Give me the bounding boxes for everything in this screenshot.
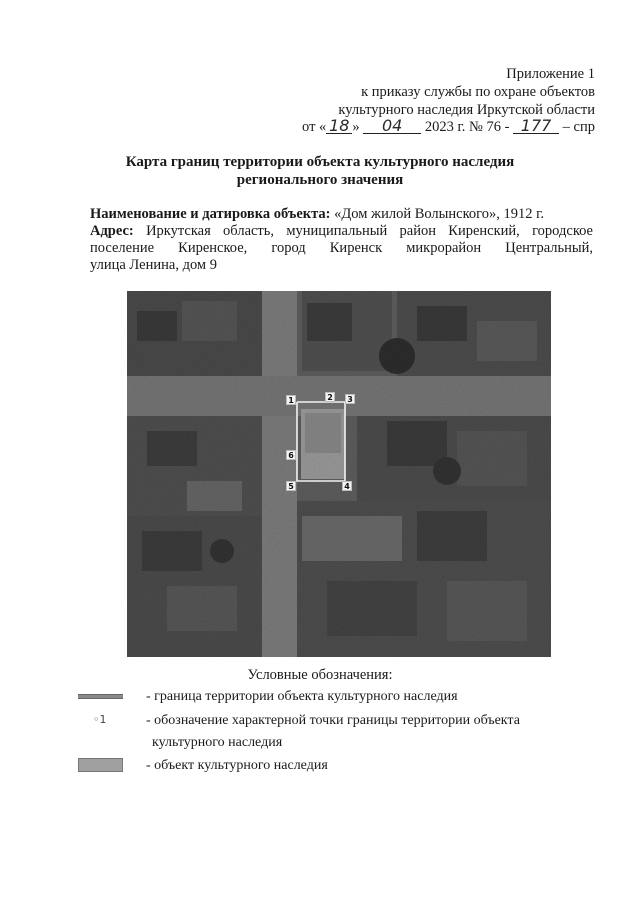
order-reference: к приказу службы по охране объектов <box>361 84 595 100</box>
legend-point-text-cont: культурного наследия <box>152 735 283 750</box>
satellite-map <box>127 291 551 657</box>
legend-object-text: - объект культурного наследия <box>146 758 328 773</box>
date-mid: » <box>352 119 360 135</box>
document-subtitle: регионального значения <box>236 172 404 188</box>
order-date-line <box>302 116 595 136</box>
boundary-point-6: 6 <box>286 450 296 460</box>
handwritten-day: 18 <box>326 119 352 134</box>
handwritten-number: 177 <box>513 119 559 134</box>
address-line-3: улица Ленина, дом 9 <box>90 257 217 273</box>
date-prefix: от « <box>302 119 327 135</box>
document-title: Карта границ территории объекта культурного наследия <box>125 154 515 170</box>
legend-boundary-symbol <box>78 694 123 699</box>
address-line-1 <box>90 223 593 239</box>
order-suffix: – спр <box>562 119 595 135</box>
appendix-label: Приложение 1 <box>506 66 595 82</box>
object-name-line <box>90 206 593 222</box>
object-name-label: Наименование и датировка объекта: <box>90 206 331 222</box>
address-line-2: поселение Киренское, город Киренск микрорайон Центральный, <box>90 240 593 256</box>
object-name-value: «Дом жилой Волынского», 1912 г. <box>334 206 545 222</box>
handwritten-month: 04 <box>363 119 421 134</box>
address-label: Адрес: <box>90 223 134 239</box>
map-image <box>127 291 551 657</box>
legend-point-text: - обозначение характерной точки границы территории объекта <box>146 713 520 728</box>
legend-point-symbol: ◦1 <box>93 713 107 726</box>
address-text-1: Иркутская область, муниципальный район Киренский, городское <box>146 223 593 239</box>
boundary-point-3: 3 <box>345 394 355 404</box>
boundary-point-1: 1 <box>286 395 296 405</box>
legend-boundary-text: - граница территории объекта культурного наследия <box>146 689 458 704</box>
agency-name: культурного наследия Иркутской области <box>338 102 595 118</box>
legend-title: Условные обозначения: <box>247 667 393 683</box>
boundary-point-5: 5 <box>286 481 296 491</box>
legend-object-symbol <box>78 758 123 772</box>
boundary-point-4: 4 <box>342 481 352 491</box>
date-year: 2023 г. № 76 - <box>424 119 510 135</box>
boundary-point-2: 2 <box>325 392 335 402</box>
